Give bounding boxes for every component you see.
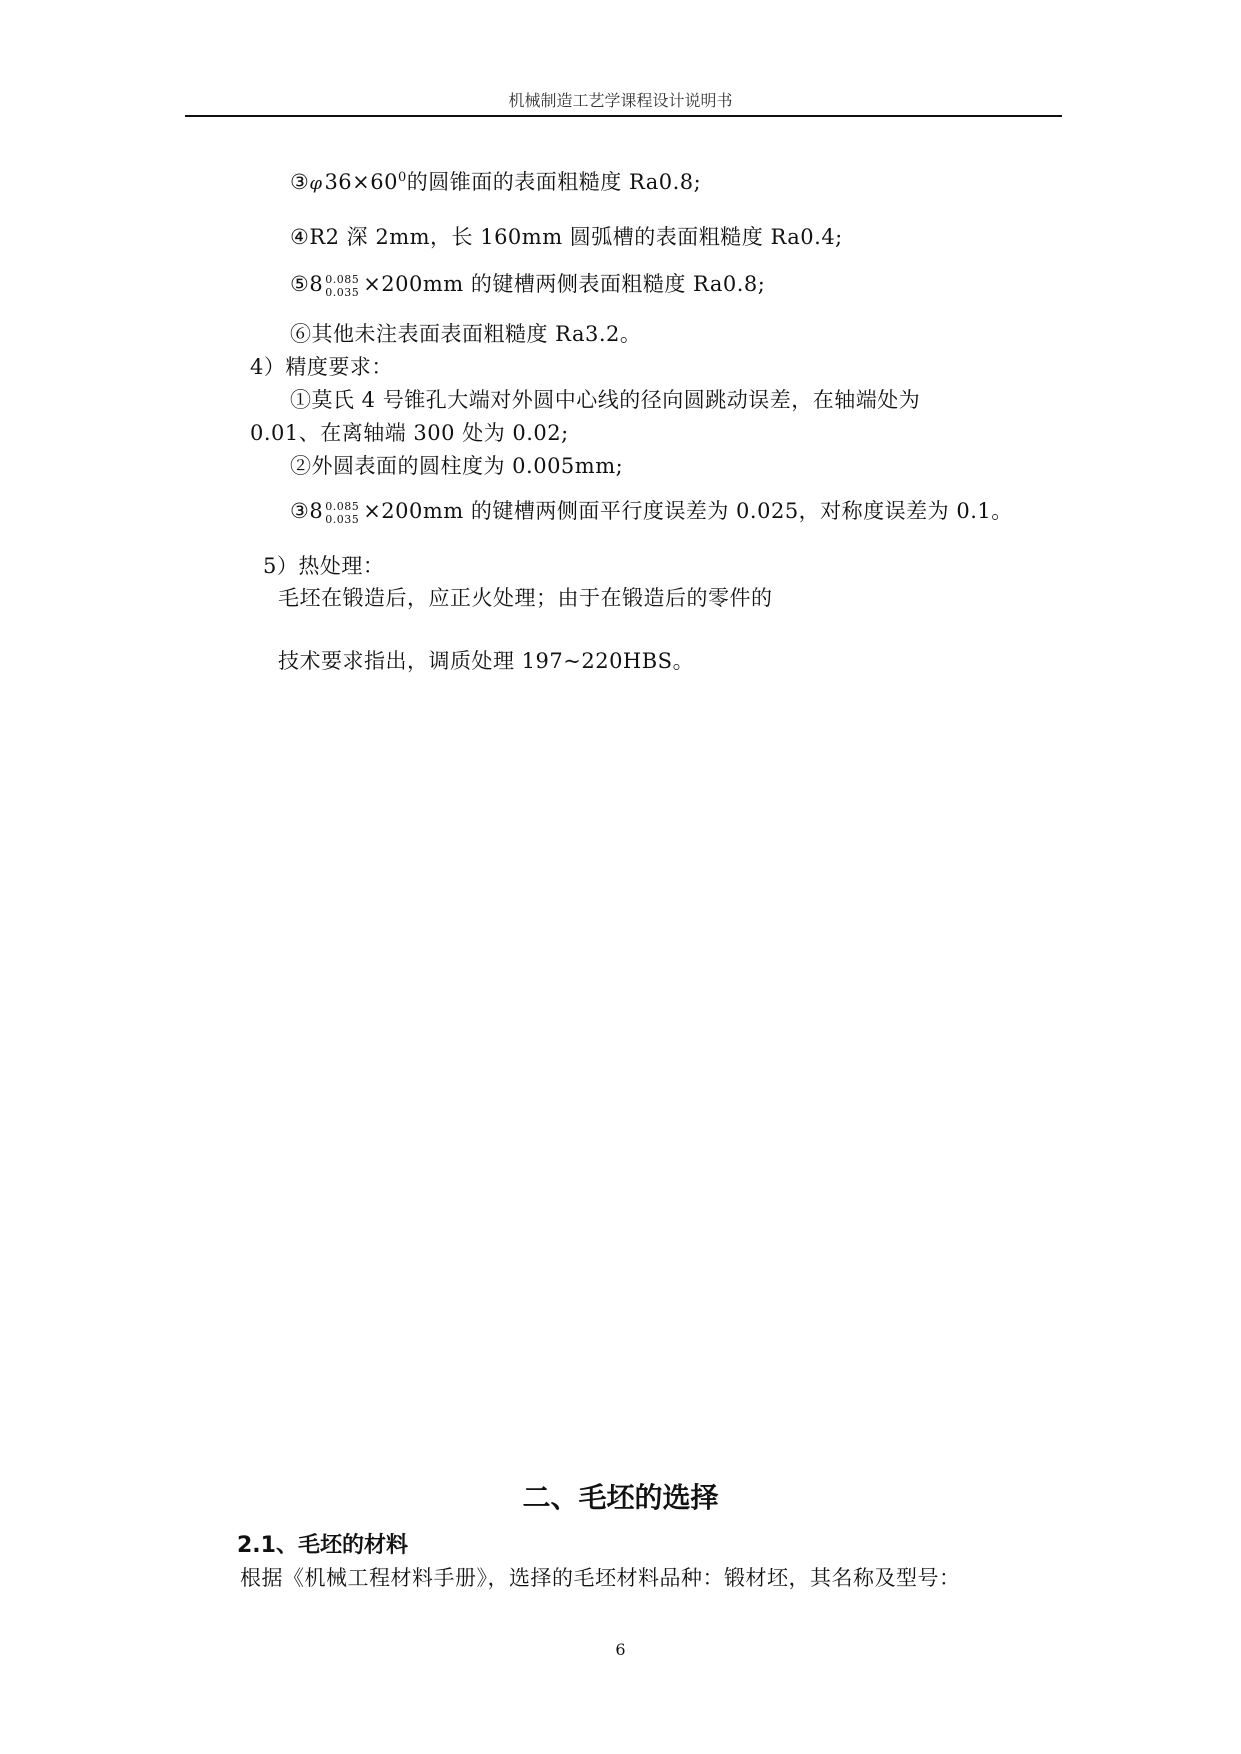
item-text: 的圆锥面的表面粗糙度 Ra0.8; — [406, 170, 702, 194]
precision-item-1-line-2: 0.01、在离轴端 300 处为 0.02; — [250, 421, 569, 445]
heat-heading: 5）热处理： — [263, 554, 385, 578]
roughness-item-4: ④R2 深 2mm，长 160mm 圆弧槽的表面粗糙度 Ra0.4; — [290, 225, 843, 249]
tolerance-upper: 0.085 — [325, 499, 360, 513]
tolerance — [325, 273, 359, 299]
angle: 60 — [370, 170, 398, 194]
precision-item-1-line-1: ①莫氏 4 号锥孔大端对外圆中心线的径向圆跳动误差，在轴端处为 — [290, 388, 921, 412]
roughness-item-5 — [290, 268, 765, 299]
phi-symbol: φ — [309, 173, 323, 194]
item-number: ⑤ — [290, 272, 310, 296]
dimension: 36× — [324, 170, 371, 194]
tolerance — [325, 500, 359, 526]
roughness-item-3 — [290, 166, 701, 196]
precision-item-2: ②外圆表面的圆柱度为 0.005mm; — [290, 454, 624, 478]
header-divider — [185, 115, 1062, 117]
subsection-title: 2.1、毛坯的材料 — [237, 1533, 408, 1558]
page-number: 6 — [615, 1640, 626, 1659]
item-text: ×200mm 的键槽两侧表面粗糙度 Ra0.8; — [363, 272, 766, 296]
tolerance-lower: 0.035 — [325, 285, 360, 299]
item-number: ③ — [290, 170, 310, 194]
tolerance-upper: 0.085 — [325, 272, 360, 286]
nominal-size: 8 — [309, 272, 324, 296]
angle-unit: 0 — [398, 170, 407, 185]
precision-item-3 — [290, 495, 1013, 526]
page-header-title: 机械制造工艺学课程设计说明书 — [508, 91, 733, 110]
section-title: 二、毛坯的选择 — [522, 1481, 719, 1514]
section-paragraph: 根据《机械工程材料手册》，选择的毛坯材料品种：锻材坯，其名称及型号： — [240, 1566, 961, 1590]
heat-line-2: 技术要求指出，调质处理 197~220HBS。 — [278, 649, 695, 673]
item-number: ③ — [290, 499, 310, 523]
tolerance-lower: 0.035 — [325, 512, 360, 526]
item-text: ×200mm 的键槽两侧面平行度误差为 0.025，对称度误差为 0.1。 — [363, 499, 1013, 523]
precision-heading: 4）精度要求： — [250, 355, 393, 379]
roughness-item-6: ⑥其他未注表面表面粗糙度 Ra3.2。 — [290, 322, 642, 346]
heat-line-1: 毛坯在锻造后，应正火处理；由于在锻造后的零件的 — [278, 586, 773, 610]
nominal-size: 8 — [309, 499, 324, 523]
